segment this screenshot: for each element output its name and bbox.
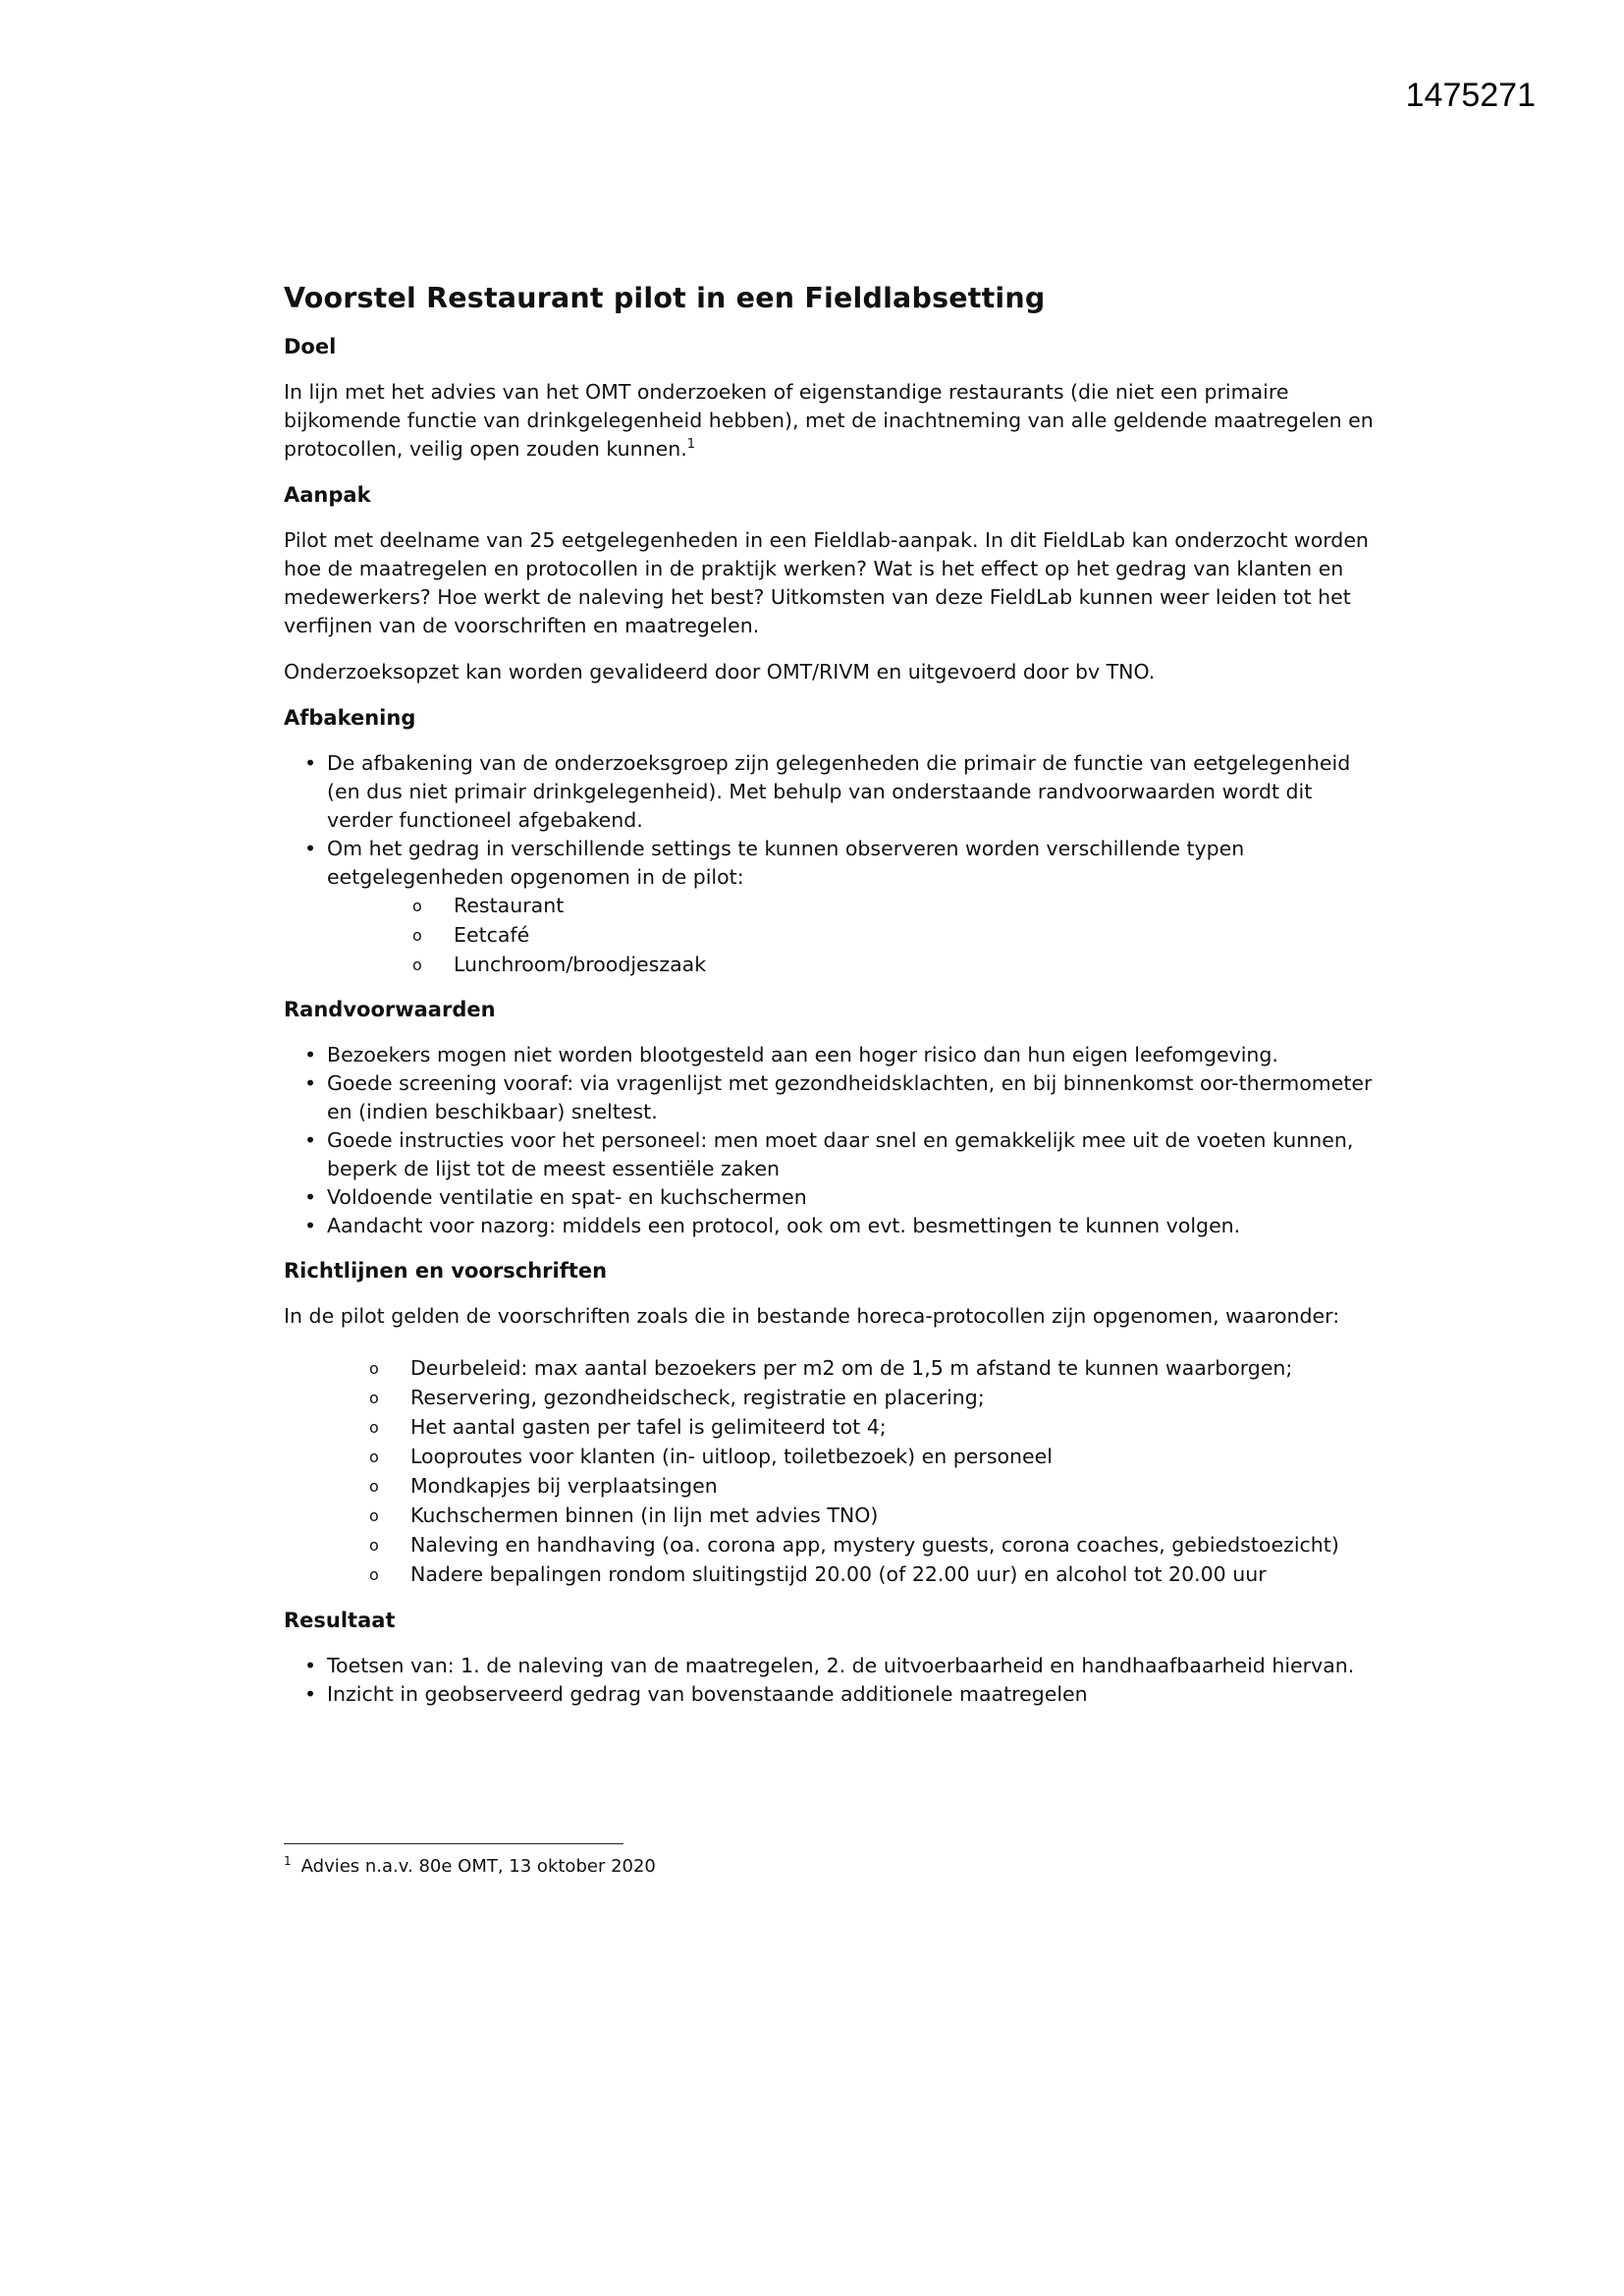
sub-list-item: o Eetcafé — [412, 921, 1374, 950]
list-item-text: Bezoekers mogen niet worden blootgesteld aan een hoger risico dan hun eigen leefomgeving. — [327, 1043, 1278, 1066]
eetgelegenheden-sublist — [327, 892, 1374, 979]
footnote — [284, 1854, 656, 1880]
list-item — [284, 1680, 1374, 1709]
randvoorwaarden-list — [284, 1041, 1374, 1240]
list-item — [284, 749, 1374, 835]
footnote-divider — [284, 1843, 623, 1844]
list-item-text: Toetsen van: 1. de naleving van de maatregelen, 2. de uitvoerbaarheid en handhaafbaarheid hiervan. — [327, 1654, 1355, 1677]
document-number: 1475271 — [1405, 77, 1536, 114]
list-item-text: Voldoende ventilatie en spat- en kuchschermen — [327, 1185, 807, 1209]
list-item — [284, 1041, 1374, 1069]
voorschriften-list — [284, 1354, 1374, 1589]
aanpak-paragraph-2: Onderzoeksopzet kan worden gevalideerd door OMT/RIVM en uitgevoerd door bv TNO. — [284, 660, 1156, 683]
section-heading-richtlijnen: Richtlijnen en voorschriften — [284, 1259, 608, 1283]
aanpak-paragraph-1: Pilot met deelname van 25 eetgelegenheden in een Fieldlab-aanpak. In dit FieldLab kan onderzocht worden hoe de maatregelen en protocollen in de praktijk werken? Wat is het effect op het gedrag van klanten en medewerkers? Hoe werkt de naleving het best? Uitkomsten van deze FieldLab kunnen weer leiden tot het verfijnen van de voorschriften en maatregelen. — [284, 528, 1369, 637]
list-item-text: Inzicht in geobserveerd gedrag van bovenstaande additionele maatregelen — [327, 1682, 1088, 1706]
sub-list-item: o Restaurant — [412, 892, 1374, 920]
doel-text: In lijn met het advies van het OMT onderzoeken of eigenstandige restaurants (die niet een primaire bijkomende functie van drinkgelegenheid hebben), met de inachtneming van alle geldende maatregelen en protocollen, veilig open zouden kunnen. — [284, 380, 1374, 461]
list-item — [284, 1069, 1374, 1126]
doel-paragraph — [284, 378, 1374, 464]
list-item: o Naleving en handhaving (oa. corona app, mystery guests, corona coaches, gebiedstoezicht) — [369, 1531, 1374, 1559]
list-item: o Nadere bepalingen rondom sluitingstijd 20.00 (of 22.00 uur) en alcohol tot 20.00 uur — [369, 1560, 1374, 1589]
list-item: o Deurbeleid: max aantal bezoekers per m2 om de 1,5 m afstand te kunnen waarborgen; — [369, 1354, 1374, 1383]
page-title: Voorstel Restaurant pilot in een Fieldlabsetting — [284, 282, 1046, 314]
list-item: o Mondkapjes bij verplaatsingen — [369, 1472, 1374, 1501]
sub-list-item: o Lunchroom/broodjeszaak — [412, 951, 1374, 979]
list-item-text: Om het gedrag in verschillende settings te kunnen observeren worden verschillende typen eetgelegenheden opgenomen in de pilot: — [327, 837, 1245, 889]
list-item-text: Goede instructies voor het personeel: men moet daar snel en gemakkelijk mee uit de voeten kunnen, beperk de lijst tot de meest essentiële zaken — [327, 1128, 1354, 1180]
list-item — [284, 1652, 1374, 1680]
section-heading-randvoorwaarden: Randvoorwaarden — [284, 998, 496, 1021]
list-item — [284, 1212, 1374, 1240]
list-item: o Reservering, gezondheidscheck, registratie en placering; — [369, 1384, 1374, 1412]
list-item-text: Aandacht voor nazorg: middels een protocol, ook om evt. besmettingen te kunnen volgen. — [327, 1214, 1241, 1237]
section-heading-doel: Doel — [284, 335, 337, 358]
list-item: o Looproutes voor klanten (in- uitloop, toiletbezoek) en personeel — [369, 1443, 1374, 1471]
list-item — [284, 1183, 1374, 1212]
page-content — [284, 279, 1374, 1725]
section-heading-afbakening: Afbakening — [284, 706, 416, 730]
footnote-reference[interactable]: 1 — [686, 437, 696, 453]
afbakening-list — [284, 749, 1374, 979]
richtlijnen-intro: In de pilot gelden de voorschriften zoals die in bestande horeca-protocollen zijn opgenomen, waaronder: — [284, 1304, 1340, 1328]
footnote-text: Advies n.a.v. 80e OMT, 13 oktober 2020 — [300, 1856, 656, 1877]
footnote-number: 1 — [284, 1854, 292, 1868]
section-heading-resultaat: Resultaat — [284, 1609, 396, 1632]
list-item: o Kuchschermen binnen (in lijn met advies TNO) — [369, 1502, 1374, 1530]
list-item — [284, 835, 1374, 979]
resultaat-list — [284, 1652, 1374, 1709]
list-item-text: Goede screening vooraf: via vragenlijst met gezondheidsklachten, en bij binnenkomst oor-thermometer en (indien beschikbaar) sneltest. — [327, 1071, 1373, 1123]
section-heading-aanpak: Aanpak — [284, 483, 371, 507]
list-item — [284, 1126, 1374, 1183]
list-item: o Het aantal gasten per tafel is gelimiteerd tot 4; — [369, 1413, 1374, 1442]
list-item-text: De afbakening van de onderzoeksgroep zijn gelegenheden die primair de functie van eetgelegenheid (en dus niet primair drinkgelegenheid). Met behulp van onderstaande randvoorwaarden wordt dit verder functioneel afgebakend. — [327, 751, 1351, 832]
